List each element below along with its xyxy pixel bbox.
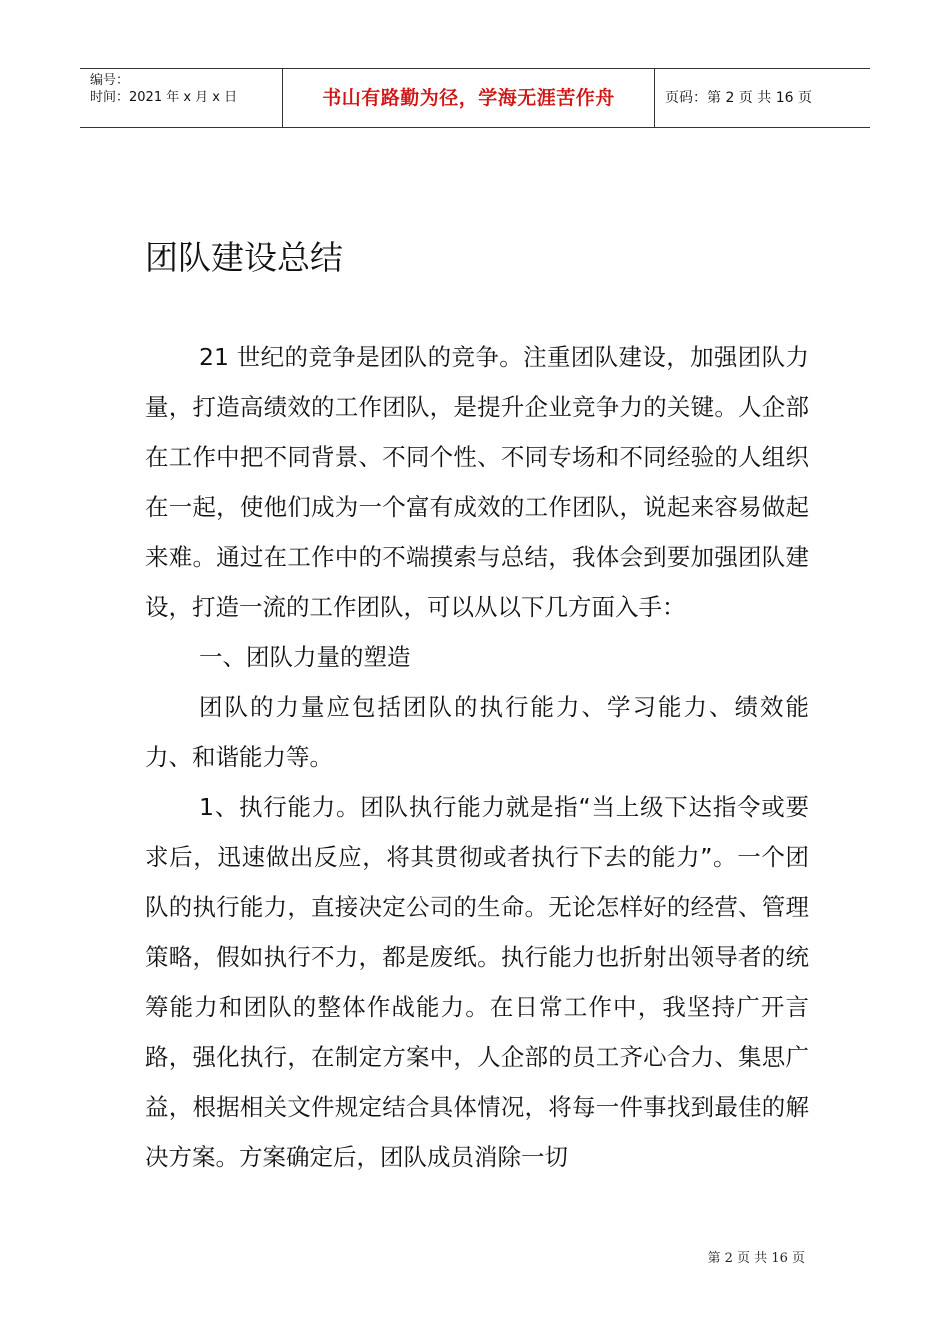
paragraph-intro: 21 世纪的竞争是团队的竞争。注重团队建设，加强团队力量，打造高绩效的工作团队，是提升企业竞争力的关键。人企部在工作中把不同背景、不同个性、不同专场和不同经验的人组织在一起，使他们成为一个富有成效的工作团队，说起来容易做起来难。通过在工作中的不端摸索与总结，我体会到要加强团队建设，打造一流的工作团队，可以从以下几方面入手： — [145, 343, 809, 621]
paragraph-team-power: 团队的力量应包括团队的执行能力、学习能力、绩效能力、和谐能力等。 — [145, 693, 809, 771]
number-label: 编号： — [90, 73, 130, 88]
page-footer: 第 2 页 共 16 页 — [707, 1251, 805, 1266]
page-header — [80, 68, 870, 128]
time-line: 时间：2021 年 x 月 x 日 — [90, 90, 238, 105]
header-motto: 书山有路勤为径，学海无涯苦作舟 — [282, 69, 655, 127]
document-body — [145, 332, 809, 1182]
section-heading: 一、团队力量的塑造 — [199, 643, 411, 671]
header-page-info: 页码：第 2 页 共 16 页 — [665, 90, 812, 106]
paragraph-execution: 1、执行能力。团队执行能力就是指“当上级下达指令或要求后，迅速做出反应，将其贯彻或者执行下去的能力”。一个团队的执行能力，直接决定公司的生命。无论怎样好的经营、管理策略，假如执行不力，都是废纸。执行能力也折射出领导者的统筹能力和团队的整体作战能力。在日常工作中，我坚持广开言路，强化执行，在制定方案中，人企部的员工齐心合力、集思广益，根据相关文件规定结合具体情况，将每一件事找到最佳的解决方案。方案确定后，团队成员消除一切 — [145, 793, 809, 1171]
document-title: 团队建设总结 — [145, 238, 343, 277]
header-meta — [80, 69, 282, 127]
